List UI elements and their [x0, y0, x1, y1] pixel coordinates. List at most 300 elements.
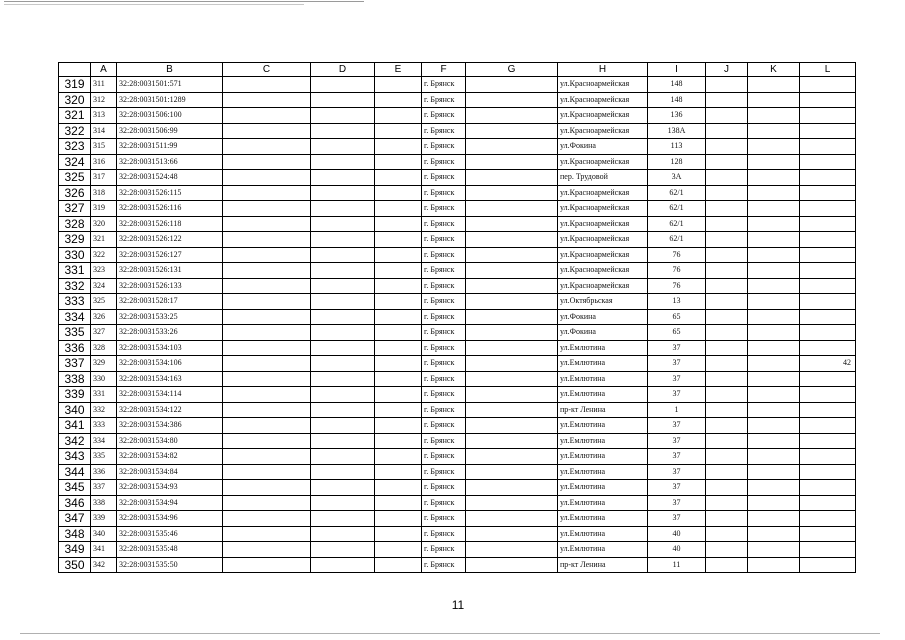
cell-i-house-number[interactable]: 62/1: [648, 201, 706, 217]
cell-j[interactable]: [706, 449, 748, 465]
cell-g[interactable]: [466, 480, 558, 496]
column-header-i[interactable]: I: [648, 63, 706, 77]
cell-j[interactable]: [706, 480, 748, 496]
cell-f-city[interactable]: г. Брянск: [422, 418, 466, 434]
cell-i-house-number[interactable]: 37: [648, 418, 706, 434]
cell-j[interactable]: [706, 495, 748, 511]
cell-b-cadastral-number[interactable]: 32:28:0031534:94: [117, 495, 223, 511]
row-number-cell[interactable]: 336: [59, 340, 91, 356]
cell-d[interactable]: [311, 247, 375, 263]
cell-g[interactable]: [466, 232, 558, 248]
column-header-j[interactable]: J: [706, 63, 748, 77]
cell-h-street[interactable]: ул.Емлютина: [558, 387, 648, 403]
cell-i-house-number[interactable]: 62/1: [648, 185, 706, 201]
cell-e[interactable]: [375, 201, 422, 217]
cell-a[interactable]: 314: [91, 123, 117, 139]
cell-g[interactable]: [466, 371, 558, 387]
cell-f-city[interactable]: г. Брянск: [422, 232, 466, 248]
cell-b-cadastral-number[interactable]: 32:28:0031534:386: [117, 418, 223, 434]
cell-j[interactable]: [706, 464, 748, 480]
cell-c[interactable]: [223, 294, 311, 310]
cell-j[interactable]: [706, 557, 748, 573]
cell-j[interactable]: [706, 170, 748, 186]
row-number-cell[interactable]: 319: [59, 77, 91, 93]
cell-h-street[interactable]: ул.Фокина: [558, 309, 648, 325]
cell-b-cadastral-number[interactable]: 32:28:0031524:48: [117, 170, 223, 186]
cell-g[interactable]: [466, 201, 558, 217]
cell-h-street[interactable]: ул.Октябрьская: [558, 294, 648, 310]
cell-e[interactable]: [375, 356, 422, 372]
cell-j[interactable]: [706, 247, 748, 263]
cell-a[interactable]: 340: [91, 526, 117, 542]
cell-f-city[interactable]: г. Брянск: [422, 495, 466, 511]
cell-b-cadastral-number[interactable]: 32:28:0031506:100: [117, 108, 223, 124]
cell-k[interactable]: [748, 201, 800, 217]
cell-e[interactable]: [375, 433, 422, 449]
cell-b-cadastral-number[interactable]: 32:28:0031534:93: [117, 480, 223, 496]
cell-k[interactable]: [748, 123, 800, 139]
cell-c[interactable]: [223, 278, 311, 294]
cell-h-street[interactable]: ул.Емлютина: [558, 449, 648, 465]
cell-j[interactable]: [706, 526, 748, 542]
cell-c[interactable]: [223, 216, 311, 232]
cell-f-city[interactable]: г. Брянск: [422, 325, 466, 341]
cell-g[interactable]: [466, 216, 558, 232]
cell-a[interactable]: 321: [91, 232, 117, 248]
cell-j[interactable]: [706, 263, 748, 279]
cell-l[interactable]: [800, 201, 856, 217]
cell-c[interactable]: [223, 185, 311, 201]
cell-e[interactable]: [375, 557, 422, 573]
row-number-cell[interactable]: 329: [59, 232, 91, 248]
cell-k[interactable]: [748, 433, 800, 449]
cell-d[interactable]: [311, 77, 375, 93]
cell-k[interactable]: [748, 170, 800, 186]
cell-i-house-number[interactable]: 62/1: [648, 232, 706, 248]
cell-c[interactable]: [223, 77, 311, 93]
cell-c[interactable]: [223, 139, 311, 155]
cell-g[interactable]: [466, 294, 558, 310]
cell-g[interactable]: [466, 309, 558, 325]
cell-b-cadastral-number[interactable]: 32:28:0031535:50: [117, 557, 223, 573]
column-header-l[interactable]: L: [800, 63, 856, 77]
cell-d[interactable]: [311, 278, 375, 294]
row-number-cell[interactable]: 341: [59, 418, 91, 434]
cell-k[interactable]: [748, 247, 800, 263]
cell-a[interactable]: 324: [91, 278, 117, 294]
cell-c[interactable]: [223, 480, 311, 496]
cell-d[interactable]: [311, 340, 375, 356]
cell-j[interactable]: [706, 433, 748, 449]
cell-b-cadastral-number[interactable]: 32:28:0031534:122: [117, 402, 223, 418]
cell-a[interactable]: 325: [91, 294, 117, 310]
cell-d[interactable]: [311, 557, 375, 573]
row-number-cell[interactable]: 334: [59, 309, 91, 325]
cell-k[interactable]: [748, 278, 800, 294]
cell-e[interactable]: [375, 263, 422, 279]
cell-k[interactable]: [748, 325, 800, 341]
row-number-cell[interactable]: 330: [59, 247, 91, 263]
cell-k[interactable]: [748, 402, 800, 418]
cell-g[interactable]: [466, 325, 558, 341]
cell-k[interactable]: [748, 216, 800, 232]
cell-b-cadastral-number[interactable]: 32:28:0031528:17: [117, 294, 223, 310]
row-number-cell[interactable]: 347: [59, 511, 91, 527]
cell-i-house-number[interactable]: 37: [648, 464, 706, 480]
cell-g[interactable]: [466, 356, 558, 372]
cell-b-cadastral-number[interactable]: 32:28:0031534:103: [117, 340, 223, 356]
cell-l[interactable]: [800, 402, 856, 418]
cell-k[interactable]: [748, 449, 800, 465]
cell-k[interactable]: [748, 232, 800, 248]
cell-i-house-number[interactable]: 76: [648, 278, 706, 294]
cell-l[interactable]: [800, 418, 856, 434]
cell-c[interactable]: [223, 511, 311, 527]
cell-k[interactable]: [748, 480, 800, 496]
cell-b-cadastral-number[interactable]: 32:28:0031506:99: [117, 123, 223, 139]
cell-d[interactable]: [311, 542, 375, 558]
cell-h-street[interactable]: ул.Красноармейская: [558, 123, 648, 139]
cell-a[interactable]: 342: [91, 557, 117, 573]
cell-e[interactable]: [375, 495, 422, 511]
cell-c[interactable]: [223, 418, 311, 434]
cell-d[interactable]: [311, 371, 375, 387]
cell-d[interactable]: [311, 139, 375, 155]
cell-a[interactable]: 338: [91, 495, 117, 511]
cell-c[interactable]: [223, 123, 311, 139]
cell-i-house-number[interactable]: 37: [648, 449, 706, 465]
cell-k[interactable]: [748, 511, 800, 527]
cell-g[interactable]: [466, 402, 558, 418]
cell-a[interactable]: 317: [91, 170, 117, 186]
cell-k[interactable]: [748, 263, 800, 279]
cell-g[interactable]: [466, 387, 558, 403]
cell-a[interactable]: 320: [91, 216, 117, 232]
cell-l[interactable]: [800, 480, 856, 496]
cell-l[interactable]: [800, 526, 856, 542]
cell-h-street[interactable]: ул.Емлютина: [558, 526, 648, 542]
column-header-e[interactable]: E: [375, 63, 422, 77]
cell-k[interactable]: [748, 92, 800, 108]
row-number-cell[interactable]: 346: [59, 495, 91, 511]
cell-h-street[interactable]: ул.Фокина: [558, 325, 648, 341]
cell-i-house-number[interactable]: 136: [648, 108, 706, 124]
cell-j[interactable]: [706, 294, 748, 310]
cell-e[interactable]: [375, 232, 422, 248]
cell-b-cadastral-number[interactable]: 32:28:0031513:66: [117, 154, 223, 170]
cell-i-house-number[interactable]: 37: [648, 495, 706, 511]
cell-d[interactable]: [311, 325, 375, 341]
corner-cell[interactable]: [59, 63, 91, 77]
cell-g[interactable]: [466, 433, 558, 449]
cell-a[interactable]: 333: [91, 418, 117, 434]
cell-a[interactable]: 322: [91, 247, 117, 263]
cell-b-cadastral-number[interactable]: 32:28:0031534:80: [117, 433, 223, 449]
cell-i-house-number[interactable]: 62/1: [648, 216, 706, 232]
cell-a[interactable]: 312: [91, 92, 117, 108]
cell-b-cadastral-number[interactable]: 32:28:0031534:82: [117, 449, 223, 465]
cell-f-city[interactable]: г. Брянск: [422, 542, 466, 558]
row-number-cell[interactable]: 332: [59, 278, 91, 294]
cell-l[interactable]: [800, 371, 856, 387]
cell-h-street[interactable]: ул.Емлютина: [558, 511, 648, 527]
row-number-cell[interactable]: 328: [59, 216, 91, 232]
cell-d[interactable]: [311, 526, 375, 542]
cell-j[interactable]: [706, 216, 748, 232]
cell-a[interactable]: 326: [91, 309, 117, 325]
cell-b-cadastral-number[interactable]: 32:28:0031501:571: [117, 77, 223, 93]
cell-g[interactable]: [466, 92, 558, 108]
cell-d[interactable]: [311, 433, 375, 449]
cell-l[interactable]: [800, 263, 856, 279]
cell-h-street[interactable]: ул.Емлютина: [558, 356, 648, 372]
row-number-cell[interactable]: 335: [59, 325, 91, 341]
cell-f-city[interactable]: г. Брянск: [422, 170, 466, 186]
cell-c[interactable]: [223, 433, 311, 449]
cell-h-street[interactable]: ул.Емлютина: [558, 480, 648, 496]
cell-f-city[interactable]: г. Брянск: [422, 464, 466, 480]
cell-k[interactable]: [748, 154, 800, 170]
cell-h-street[interactable]: ул.Красноармейская: [558, 154, 648, 170]
cell-d[interactable]: [311, 123, 375, 139]
cell-a[interactable]: 313: [91, 108, 117, 124]
cell-c[interactable]: [223, 201, 311, 217]
cell-b-cadastral-number[interactable]: 32:28:0031526:122: [117, 232, 223, 248]
cell-a[interactable]: 323: [91, 263, 117, 279]
cell-f-city[interactable]: г. Брянск: [422, 433, 466, 449]
cell-b-cadastral-number[interactable]: 32:28:0031533:25: [117, 309, 223, 325]
cell-h-street[interactable]: ул.Красноармейская: [558, 232, 648, 248]
cell-a[interactable]: 315: [91, 139, 117, 155]
cell-j[interactable]: [706, 325, 748, 341]
cell-h-street[interactable]: ул.Красноармейская: [558, 185, 648, 201]
cell-f-city[interactable]: г. Брянск: [422, 387, 466, 403]
cell-i-house-number[interactable]: 128: [648, 154, 706, 170]
cell-d[interactable]: [311, 201, 375, 217]
cell-c[interactable]: [223, 108, 311, 124]
row-number-cell[interactable]: 321: [59, 108, 91, 124]
cell-g[interactable]: [466, 263, 558, 279]
cell-h-street[interactable]: ул.Красноармейская: [558, 216, 648, 232]
cell-i-house-number[interactable]: 37: [648, 480, 706, 496]
column-header-b[interactable]: B: [117, 63, 223, 77]
cell-b-cadastral-number[interactable]: 32:28:0031526:115: [117, 185, 223, 201]
row-number-cell[interactable]: 323: [59, 139, 91, 155]
cell-a[interactable]: 341: [91, 542, 117, 558]
cell-a[interactable]: 319: [91, 201, 117, 217]
cell-h-street[interactable]: ул.Емлютина: [558, 418, 648, 434]
row-number-cell[interactable]: 338: [59, 371, 91, 387]
cell-k[interactable]: [748, 557, 800, 573]
row-number-cell[interactable]: 333: [59, 294, 91, 310]
cell-i-house-number[interactable]: 65: [648, 309, 706, 325]
cell-j[interactable]: [706, 108, 748, 124]
cell-b-cadastral-number[interactable]: 32:28:0031534:84: [117, 464, 223, 480]
cell-i-house-number[interactable]: 76: [648, 263, 706, 279]
cell-d[interactable]: [311, 511, 375, 527]
cell-g[interactable]: [466, 464, 558, 480]
cell-c[interactable]: [223, 263, 311, 279]
cell-f-city[interactable]: г. Брянск: [422, 139, 466, 155]
cell-a[interactable]: 334: [91, 433, 117, 449]
cell-a[interactable]: 330: [91, 371, 117, 387]
cell-k[interactable]: [748, 464, 800, 480]
cell-h-street[interactable]: ул.Емлютина: [558, 464, 648, 480]
cell-f-city[interactable]: г. Брянск: [422, 154, 466, 170]
cell-g[interactable]: [466, 418, 558, 434]
cell-f-city[interactable]: г. Брянск: [422, 108, 466, 124]
cell-e[interactable]: [375, 542, 422, 558]
cell-a[interactable]: 335: [91, 449, 117, 465]
cell-b-cadastral-number[interactable]: 32:28:0031535:48: [117, 542, 223, 558]
cell-e[interactable]: [375, 480, 422, 496]
cell-k[interactable]: [748, 495, 800, 511]
cell-d[interactable]: [311, 263, 375, 279]
cell-e[interactable]: [375, 325, 422, 341]
cell-j[interactable]: [706, 542, 748, 558]
cell-j[interactable]: [706, 402, 748, 418]
cell-c[interactable]: [223, 325, 311, 341]
cell-l[interactable]: [800, 77, 856, 93]
cell-c[interactable]: [223, 449, 311, 465]
cell-d[interactable]: [311, 170, 375, 186]
cell-l[interactable]: [800, 185, 856, 201]
cell-l[interactable]: [800, 278, 856, 294]
cell-l[interactable]: [800, 387, 856, 403]
cell-k[interactable]: [748, 371, 800, 387]
cell-j[interactable]: [706, 154, 748, 170]
cell-j[interactable]: [706, 77, 748, 93]
cell-g[interactable]: [466, 170, 558, 186]
cell-a[interactable]: 337: [91, 480, 117, 496]
cell-c[interactable]: [223, 526, 311, 542]
cell-l[interactable]: [800, 92, 856, 108]
cell-l[interactable]: [800, 449, 856, 465]
cell-f-city[interactable]: г. Брянск: [422, 247, 466, 263]
cell-i-house-number[interactable]: 37: [648, 371, 706, 387]
row-number-cell[interactable]: 349: [59, 542, 91, 558]
cell-h-street[interactable]: ул.Красноармейская: [558, 201, 648, 217]
cell-e[interactable]: [375, 108, 422, 124]
row-number-cell[interactable]: 342: [59, 433, 91, 449]
cell-e[interactable]: [375, 247, 422, 263]
cell-l[interactable]: [800, 170, 856, 186]
cell-f-city[interactable]: г. Брянск: [422, 356, 466, 372]
cell-k[interactable]: [748, 542, 800, 558]
cell-l[interactable]: [800, 511, 856, 527]
cell-f-city[interactable]: г. Брянск: [422, 263, 466, 279]
cell-c[interactable]: [223, 154, 311, 170]
cell-l[interactable]: [800, 309, 856, 325]
cell-i-house-number[interactable]: 37: [648, 511, 706, 527]
cell-j[interactable]: [706, 201, 748, 217]
cell-a[interactable]: 329: [91, 356, 117, 372]
cell-h-street[interactable]: ул.Фокина: [558, 139, 648, 155]
cell-l[interactable]: [800, 154, 856, 170]
cell-e[interactable]: [375, 387, 422, 403]
row-number-cell[interactable]: 327: [59, 201, 91, 217]
cell-c[interactable]: [223, 170, 311, 186]
cell-k[interactable]: [748, 77, 800, 93]
cell-d[interactable]: [311, 495, 375, 511]
cell-k[interactable]: [748, 108, 800, 124]
cell-b-cadastral-number[interactable]: 32:28:0031534:96: [117, 511, 223, 527]
cell-e[interactable]: [375, 77, 422, 93]
cell-i-house-number[interactable]: 11: [648, 557, 706, 573]
cell-c[interactable]: [223, 356, 311, 372]
cell-f-city[interactable]: г. Брянск: [422, 216, 466, 232]
cell-h-street[interactable]: ул.Красноармейская: [558, 278, 648, 294]
cell-d[interactable]: [311, 356, 375, 372]
cell-d[interactable]: [311, 232, 375, 248]
column-header-h[interactable]: H: [558, 63, 648, 77]
cell-i-house-number[interactable]: 37: [648, 387, 706, 403]
row-number-cell[interactable]: 340: [59, 402, 91, 418]
row-number-cell[interactable]: 320: [59, 92, 91, 108]
cell-f-city[interactable]: г. Брянск: [422, 402, 466, 418]
cell-d[interactable]: [311, 402, 375, 418]
row-number-cell[interactable]: 324: [59, 154, 91, 170]
cell-d[interactable]: [311, 309, 375, 325]
cell-c[interactable]: [223, 371, 311, 387]
cell-g[interactable]: [466, 526, 558, 542]
cell-l[interactable]: 42: [800, 356, 856, 372]
cell-f-city[interactable]: г. Брянск: [422, 340, 466, 356]
cell-d[interactable]: [311, 418, 375, 434]
cell-h-street[interactable]: ул.Красноармейская: [558, 92, 648, 108]
cell-l[interactable]: [800, 464, 856, 480]
cell-g[interactable]: [466, 139, 558, 155]
cell-k[interactable]: [748, 418, 800, 434]
cell-g[interactable]: [466, 247, 558, 263]
cell-j[interactable]: [706, 418, 748, 434]
cell-g[interactable]: [466, 542, 558, 558]
cell-j[interactable]: [706, 511, 748, 527]
cell-c[interactable]: [223, 495, 311, 511]
cell-b-cadastral-number[interactable]: 32:28:0031501:1289: [117, 92, 223, 108]
cell-a[interactable]: 318: [91, 185, 117, 201]
cell-a[interactable]: 332: [91, 402, 117, 418]
cell-g[interactable]: [466, 278, 558, 294]
cell-b-cadastral-number[interactable]: 32:28:0031526:118: [117, 216, 223, 232]
cell-c[interactable]: [223, 542, 311, 558]
cell-d[interactable]: [311, 216, 375, 232]
cell-f-city[interactable]: г. Брянск: [422, 92, 466, 108]
cell-g[interactable]: [466, 449, 558, 465]
cell-h-street[interactable]: ул.Красноармейская: [558, 247, 648, 263]
cell-d[interactable]: [311, 464, 375, 480]
row-number-cell[interactable]: 343: [59, 449, 91, 465]
cell-j[interactable]: [706, 92, 748, 108]
cell-l[interactable]: [800, 139, 856, 155]
cell-b-cadastral-number[interactable]: 32:28:0031526:116: [117, 201, 223, 217]
cell-f-city[interactable]: г. Брянск: [422, 123, 466, 139]
cell-e[interactable]: [375, 123, 422, 139]
row-number-cell[interactable]: 331: [59, 263, 91, 279]
row-number-cell[interactable]: 348: [59, 526, 91, 542]
cell-l[interactable]: [800, 542, 856, 558]
cell-i-house-number[interactable]: 37: [648, 340, 706, 356]
cell-f-city[interactable]: г. Брянск: [422, 201, 466, 217]
cell-l[interactable]: [800, 123, 856, 139]
cell-h-street[interactable]: ул.Емлютина: [558, 433, 648, 449]
cell-b-cadastral-number[interactable]: 32:28:0031526:133: [117, 278, 223, 294]
cell-i-house-number[interactable]: 113: [648, 139, 706, 155]
column-header-a[interactable]: A: [91, 63, 117, 77]
cell-e[interactable]: [375, 278, 422, 294]
column-header-k[interactable]: K: [748, 63, 800, 77]
cell-b-cadastral-number[interactable]: 32:28:0031533:26: [117, 325, 223, 341]
